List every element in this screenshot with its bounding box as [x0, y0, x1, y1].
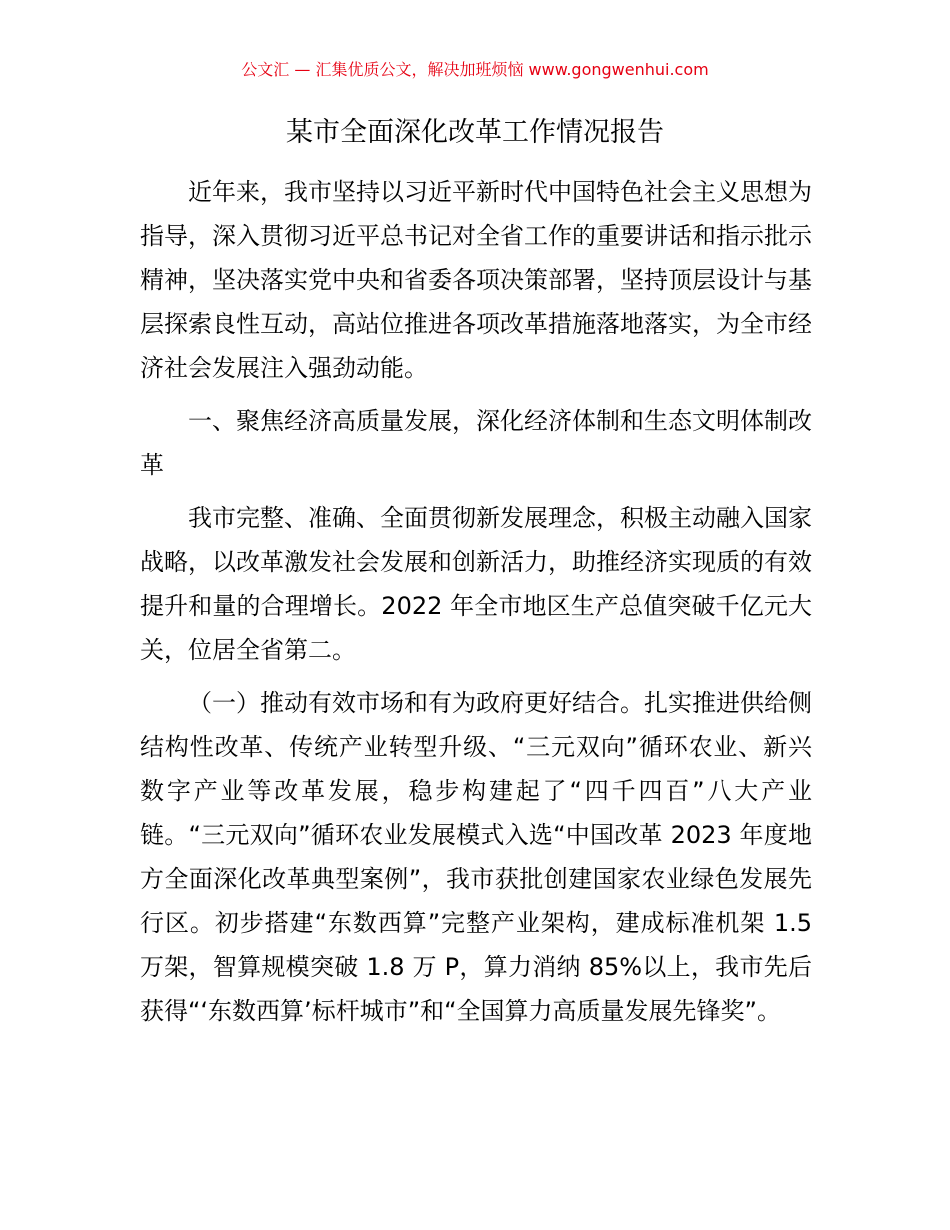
document-title: 某市全面深化改革工作情况报告 [286, 117, 664, 148]
section-heading-1: 一、聚焦经济高质量发展，深化经济体制和生态文明体制改革 [140, 407, 812, 479]
document-body [140, 170, 812, 1033]
paragraph-intro: 近年来，我市坚持以习近平新时代中国特色社会主义思想为指导，深入贯彻习近平总书记对全省工作的重要讲话和指示批示精神，坚决落实党中央和省委各项决策部署，坚持顶层设计与基层探索良性互动，高站位推进各项改革措施落地落实，为全市经济社会发展注入强劲动能。 [140, 178, 812, 382]
paragraph-subsection-1: （一）推动有效市场和有为政府更好结合。扎实推进供给侧结构性改革、传统产业转型升级、“三元双向”循环农业、新兴数字产业等改革发展，稳步构建起了“四千四百”八大产业链。“三元双向”循环农业发展模式入选“中国改革 2023 年度地方全面深化改革典型案例”，我市获批创建国家农业绿色发展先行区。初步搭建“东数西算”完整产业架构，建成标准机架 1.5 万架，智算规模突破 1.8 万 P，算力消纳 85%以上，我市先后获得“‘东数西算’标杆城市”和“全国算力高质量发展先锋奖”。 [140, 689, 812, 1025]
header-banner: 公文汇 — 汇集优质公文，解决加班烦恼 www.gongwenhui.com [241, 60, 709, 79]
paragraph-section-1: 我市完整、准确、全面贯彻新发展理念，积极主动融入国家战略，以改革激发社会发展和创新活力，助推经济实现质的有效提升和量的合理增长。2022 年全市地区生产总值突破千亿元大关，位居全省第二。 [140, 504, 812, 664]
